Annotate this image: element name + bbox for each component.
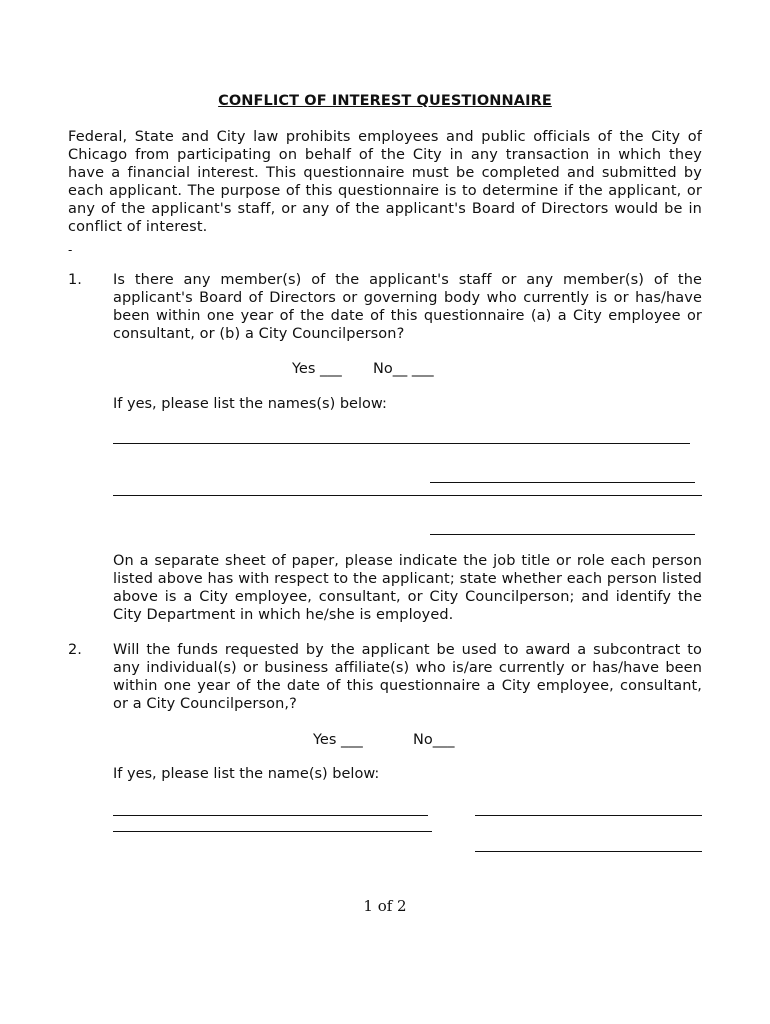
question-1-name-line[interactable] [430, 482, 695, 483]
question-1-name-line[interactable] [113, 495, 702, 496]
stray-mark: - [68, 243, 73, 257]
question-2-name-line[interactable] [475, 815, 702, 816]
page-title: CONFLICT OF INTEREST QUESTIONNAIRE [218, 93, 552, 109]
question-2-list-prompt: If yes, please list the name(s) below: [113, 766, 380, 782]
question-2-name-line[interactable] [475, 851, 702, 852]
question-1-text: Is there any member(s) of the applicant's staff or any member(s) of the applicant's Board of Directors or governing body who currently is or has/have been within one year of the date of this questionnaire (a) a City employee or consultant, or (b) a City Councilperson? [113, 272, 702, 342]
question-1-followup: On a separate sheet of paper, please indicate the job title or role each person listed above has with respect to the applicant; state whether each person listed above is a City employee, consultant, or City Councilperson; and identify the City Department in which he/she is employed. [113, 553, 702, 623]
question-2-no-field[interactable]: No___ [413, 732, 455, 748]
question-1-no-field[interactable]: No__ ___ [373, 361, 434, 377]
question-2-number: 2. [68, 642, 82, 658]
question-1-list-prompt: If yes, please list the names(s) below: [113, 396, 387, 412]
intro-paragraph: Federal, State and City law prohibits employees and public officials of the City of Chicago from participating on behalf of the City in any transaction in which they have a financial interest. This questionnaire must be completed and submitted by each applicant. The purpose of this questionnaire is to determine if the applicant, or any of the applicant's staff, or any of the applicant's Board of Directors would be in conflict of interest. [68, 129, 702, 235]
question-1-yes-field[interactable]: Yes ___ [292, 361, 342, 377]
question-2-name-line[interactable] [113, 831, 432, 832]
page-number: 1 of 2 [363, 897, 407, 915]
question-1-name-line[interactable] [430, 534, 695, 535]
question-2-name-line[interactable] [113, 815, 428, 816]
question-1-name-line[interactable] [113, 443, 690, 444]
question-2-text: Will the funds requested by the applicant be used to award a subcontract to any individual(s) or business affiliate(s) who is/are currently or has/have been within one year of the date of this questionnaire a City employee, consultant, or a City Councilperson,? [113, 642, 702, 712]
question-1-number: 1. [68, 272, 82, 288]
question-2-yes-field[interactable]: Yes ___ [313, 732, 363, 748]
